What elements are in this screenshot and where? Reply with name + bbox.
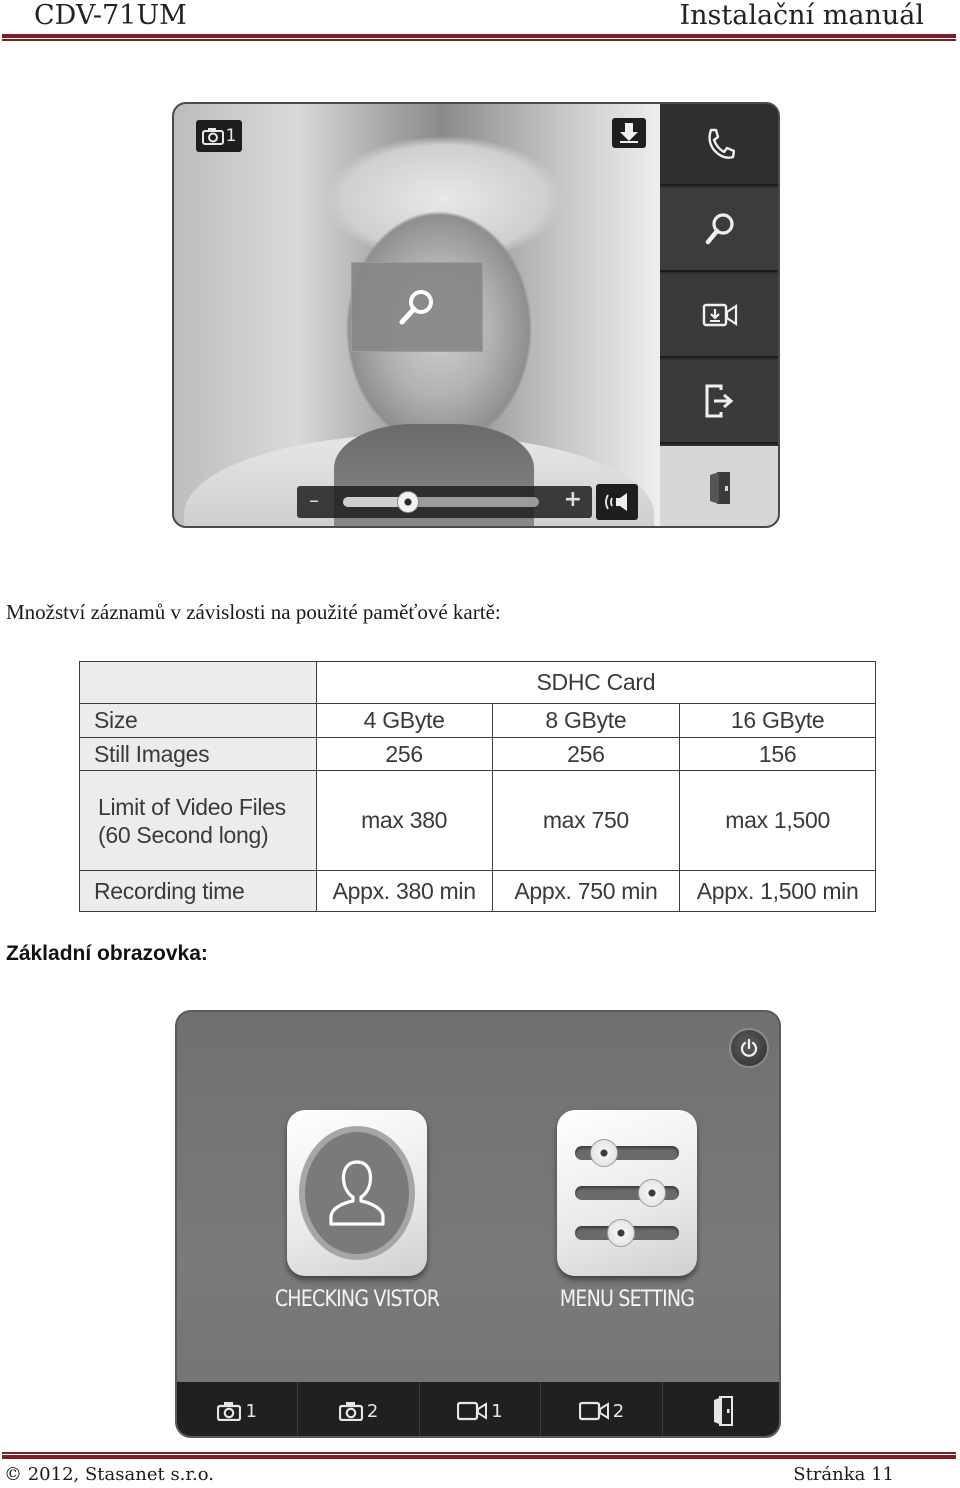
- download-button[interactable]: [612, 118, 646, 148]
- visitor-icon: [327, 1156, 387, 1230]
- footer-page-number: Stránka 11: [793, 1464, 894, 1485]
- row-label: Size: [80, 704, 317, 738]
- main-menu-screen: [175, 1010, 781, 1438]
- camera-number-label: 1: [245, 1400, 257, 1422]
- menu-setting-button[interactable]: [557, 1110, 697, 1276]
- settings-slider: [575, 1146, 679, 1160]
- table-row: [80, 704, 876, 738]
- zoom-button[interactable]: [660, 188, 780, 272]
- visitor-avatar-ring: [299, 1126, 415, 1260]
- camera-number-label: 2: [366, 1400, 379, 1422]
- row-label: [80, 771, 317, 871]
- record-video-button[interactable]: [660, 274, 780, 358]
- door-unlock-button[interactable]: [660, 446, 780, 528]
- checking-visitor-button[interactable]: [287, 1110, 427, 1276]
- power-icon: [739, 1038, 759, 1058]
- door-button[interactable]: [663, 1382, 781, 1438]
- talk-button[interactable]: [660, 104, 780, 186]
- download-icon: [619, 122, 639, 144]
- table-cell: 4 GByte: [316, 704, 492, 738]
- camera-source-number: 1: [225, 126, 237, 146]
- settings-slider-handle: [638, 1179, 666, 1207]
- video-icon: [579, 1401, 609, 1421]
- row-label-line: Limit of Video Files: [98, 793, 286, 820]
- table-cell: Appx. 380 min: [316, 871, 492, 912]
- menu-setting-label: MENU SETTING: [559, 1286, 695, 1312]
- camera-icon: [217, 1401, 241, 1421]
- row-label-line: (60 Second long): [98, 821, 269, 848]
- row-label: Recording time: [80, 871, 317, 912]
- table-row: [80, 738, 876, 771]
- camera-2-button[interactable]: [298, 1382, 419, 1438]
- table-cell: max 380: [316, 771, 492, 871]
- camera-icon: [339, 1401, 363, 1421]
- record-video-icon: [702, 302, 738, 328]
- table-cell: 156: [680, 738, 876, 771]
- table-cell: 8 GByte: [492, 704, 680, 738]
- door-unlock-icon: [707, 470, 733, 506]
- camera-view-screen: [172, 102, 780, 528]
- volume-up-button[interactable]: +: [563, 487, 582, 512]
- table-cell: 256: [316, 738, 492, 771]
- sd-card-capacity-table: [79, 661, 876, 912]
- main-screen-heading: Základní obrazovka:: [6, 942, 208, 965]
- video-2-button[interactable]: [541, 1382, 662, 1438]
- row-label: Still Images: [80, 738, 317, 771]
- table-cell: 16 GByte: [680, 704, 876, 738]
- volume-control: [297, 486, 592, 518]
- video-icon: [457, 1401, 487, 1421]
- storage-caption: Množství záznamů v závislosti na použité paměťové kartě:: [6, 600, 501, 624]
- exit-icon: [705, 384, 735, 418]
- volume-slider-track[interactable]: [343, 497, 539, 507]
- header-rule-thin: [2, 39, 956, 41]
- table-row: [80, 871, 876, 912]
- zoom-icon: [704, 212, 736, 246]
- table-row: [80, 771, 876, 871]
- camera-icon: [202, 127, 224, 145]
- camera-source-badge[interactable]: [196, 120, 242, 152]
- phone-icon: [705, 128, 735, 160]
- settings-slider-handle: [590, 1139, 618, 1167]
- table-cell: Appx. 750 min: [492, 871, 680, 912]
- zoom-overlay-button[interactable]: [351, 262, 483, 352]
- table-cell: Appx. 1,500 min: [680, 871, 876, 912]
- volume-down-button[interactable]: –: [309, 488, 319, 512]
- video-1-button[interactable]: [420, 1382, 541, 1438]
- footer-rule: [2, 1455, 956, 1459]
- speaker-button[interactable]: [596, 484, 638, 520]
- zoom-icon: [397, 287, 437, 327]
- table-group-header: SDHC Card: [316, 662, 875, 704]
- settings-slider: [575, 1186, 679, 1200]
- footer-rule-thin: [2, 1452, 956, 1454]
- exit-button[interactable]: [660, 360, 780, 444]
- page-header: [0, 0, 960, 42]
- camera-feed: [174, 104, 660, 528]
- header-rule: [2, 34, 956, 38]
- video-number-label: 2: [612, 1400, 625, 1422]
- settings-slider-handle: [607, 1219, 635, 1247]
- camera-1-button[interactable]: [177, 1382, 298, 1438]
- volume-slider-handle[interactable]: [397, 491, 419, 513]
- video-number-label: 1: [491, 1400, 503, 1422]
- power-button[interactable]: [729, 1028, 769, 1068]
- door-icon: [712, 1396, 734, 1426]
- table-row: [80, 662, 876, 704]
- table-cell: max 750: [492, 771, 680, 871]
- settings-slider: [575, 1226, 679, 1240]
- header-doc-title: Instalační manuál: [679, 0, 924, 31]
- table-cell: 256: [492, 738, 680, 771]
- checking-visitor-label: CHECKING VISTOR: [274, 1286, 440, 1312]
- header-product-name: CDV-71UM: [34, 0, 187, 31]
- bottom-navigation-bar: [177, 1382, 781, 1438]
- table-corner-cell: [80, 662, 317, 704]
- footer-copyright: © 2012, Stasanet s.r.o.: [4, 1464, 214, 1485]
- side-action-panel: [660, 104, 780, 528]
- table-cell: max 1,500: [680, 771, 876, 871]
- speaker-icon: [602, 491, 632, 513]
